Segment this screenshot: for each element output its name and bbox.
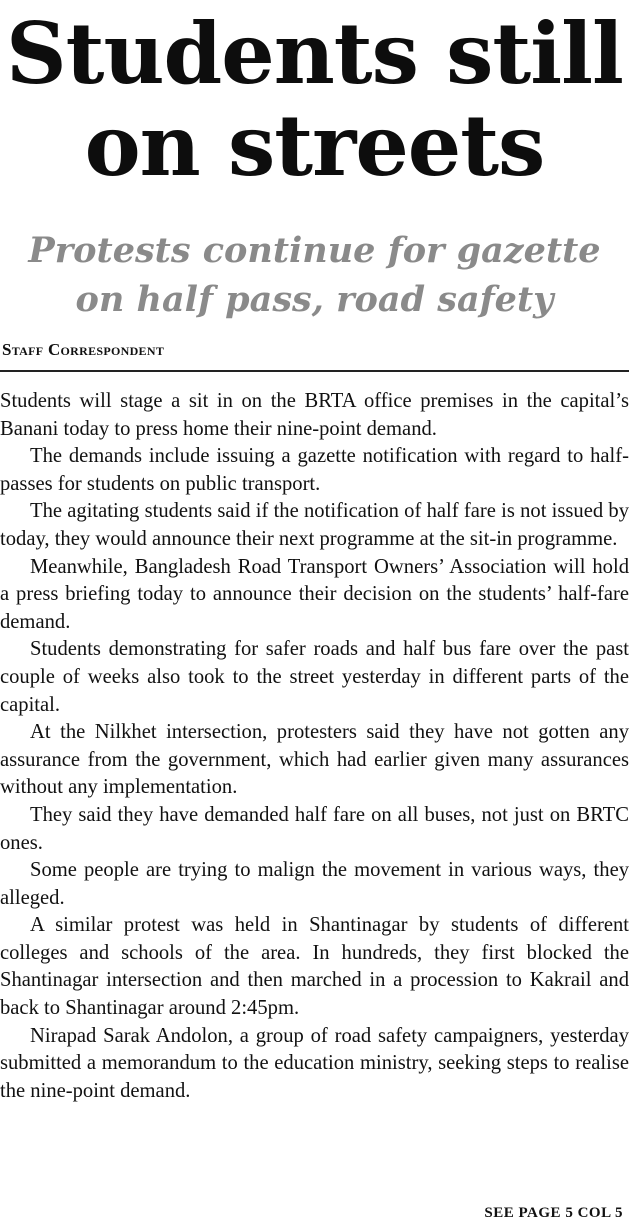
- headline-line-1: Students still: [6, 4, 623, 103]
- byline: Staff Correspondent: [2, 340, 165, 359]
- article-paragraph-4: Meanwhile, Bangladesh Road Transport Owners’ Association will hold a press briefing today to announce their decision on the students’ half-fare demand.: [0, 555, 629, 633]
- article-body: [0, 388, 629, 1105]
- article-paragraph-10: Nirapad Sarak Andolon, a group of road safety campaigners, yesterday submitted a memorandum to the education ministry, seeking steps to realise the nine-point demand.: [0, 1024, 629, 1102]
- article-paragraph-5: Students demonstrating for safer roads and half bus fare over the past couple of weeks also took to the street yesterday in different parts of the capital.: [0, 638, 629, 716]
- article-paragraph-7: They said they have demanded half fare on all buses, not just on BRTC ones.: [0, 803, 629, 854]
- subheadline-line-2: on half pass, road safety: [75, 279, 554, 320]
- continued-on-page-line: SEE PAGE 5 COL 5: [484, 1205, 623, 1221]
- article-paragraph-9: A similar protest was held in Shantinagar by students of different colleges and schools of the area. In hundreds, they first blocked the Shantinagar intersection and then marched in a procession to Kakrail and back to Shantinagar around 2:45pm.: [0, 914, 629, 1020]
- subheadline: [0, 226, 629, 324]
- byline-divider: [0, 370, 629, 372]
- article-paragraph-6: At the Nilkhet intersection, protesters said they have not gotten any assurance from the government, which had earlier given many assurances without any implementation.: [0, 721, 629, 799]
- subheadline-line-1: Protests continue for gazette: [28, 230, 601, 271]
- headline: [0, 4, 629, 195]
- article-paragraph-1: Students will stage a sit in on the BRTA office premises in the capital’s Banani today to press home their nine-point demand.: [0, 390, 629, 440]
- article-paragraph-3: The agitating students said if the notification of half fare is not issued by today, they would announce their next programme at the sit-in programme.: [0, 500, 629, 550]
- article-paragraph-2: The demands include issuing a gazette notification with regard to half-passes for students on public transport.: [0, 445, 629, 495]
- article-paragraph-8: Some people are trying to malign the movement in various ways, they alleged.: [0, 859, 629, 909]
- headline-line-2: on streets: [84, 96, 545, 195]
